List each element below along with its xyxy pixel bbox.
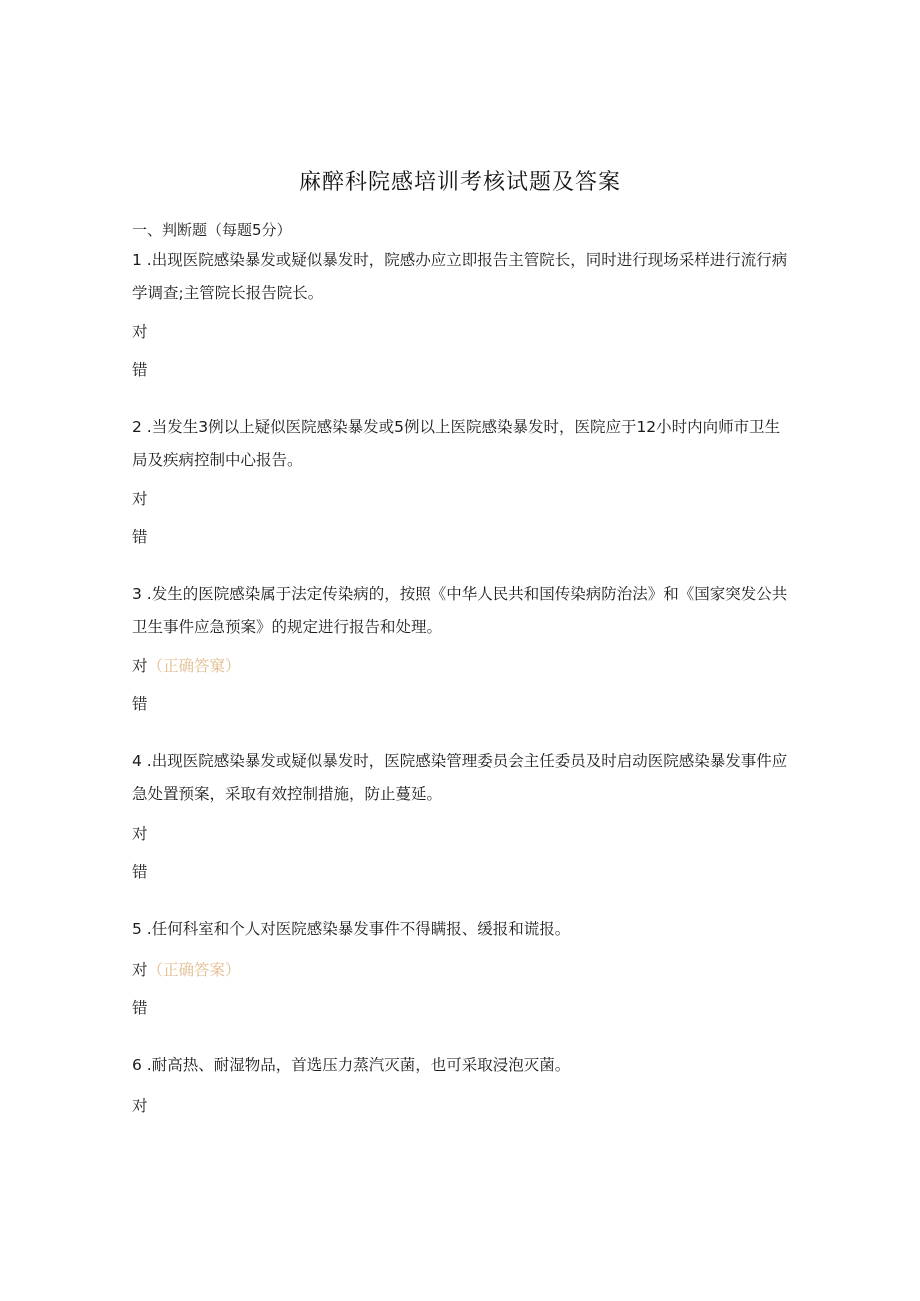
question-5-option-false[interactable]: 错 xyxy=(132,999,148,1017)
section-heading: 一、判断题（每题5分） xyxy=(132,221,292,239)
question-4-option-true[interactable]: 对 xyxy=(132,825,148,843)
question-3-option-false[interactable]: 错 xyxy=(132,695,148,713)
question-1-option-true[interactable]: 对 xyxy=(132,323,148,341)
page-title: 麻醉科院感培训考核试题及答案 xyxy=(298,170,621,195)
question-4: 4 .出现医院感染暴发或疑似暴发时，医院感染管理委员会主任委员及时启动医院感染暴发事件应急处置预案，采取有效控制措施，防止蔓延。 xyxy=(132,752,788,803)
question-6: 6 .耐高热、耐湿物品，首选压力蒸汽灭菌，也可采取浸泡灭菌。 xyxy=(132,1056,571,1074)
question-2: 2 .当发生3例以上疑似医院感染暴发或5例以上医院感染暴发时，医院应于12小时内向师市卫生局及疾病控制中心报告。 xyxy=(132,418,781,469)
question-3-option-true[interactable]: 对（正确答窠） xyxy=(132,657,241,675)
question-2-option-false[interactable]: 错 xyxy=(132,528,148,546)
question-2-option-true[interactable]: 对 xyxy=(132,490,148,508)
question-5: 5 .任何科室和个人对医院感染暴发事件不得瞒报、缓报和谎报。 xyxy=(132,920,571,938)
question-1: 1 .出现医院感染暴发或疑似暴发时，院感办应立即报告主管院长，同时进行现场采样进行流行病学调查;主管院长报告院长。 xyxy=(132,251,788,302)
question-3: 3 .发生的医院感染属于法定传染病的，按照《中华人民共和国传染病防治法》和《国家突发公共卫生事件应急预案》的规定进行报告和处理。 xyxy=(132,585,788,636)
question-4-option-false[interactable]: 错 xyxy=(132,863,148,881)
question-5-option-true[interactable]: 对（正确答案） xyxy=(132,961,241,979)
question-6-option-true[interactable]: 对 xyxy=(132,1097,148,1115)
correct-answer-note: （正确答案） xyxy=(147,961,241,979)
correct-answer-note: （正确答窠） xyxy=(147,657,241,675)
question-1-option-false[interactable]: 错 xyxy=(132,361,148,379)
